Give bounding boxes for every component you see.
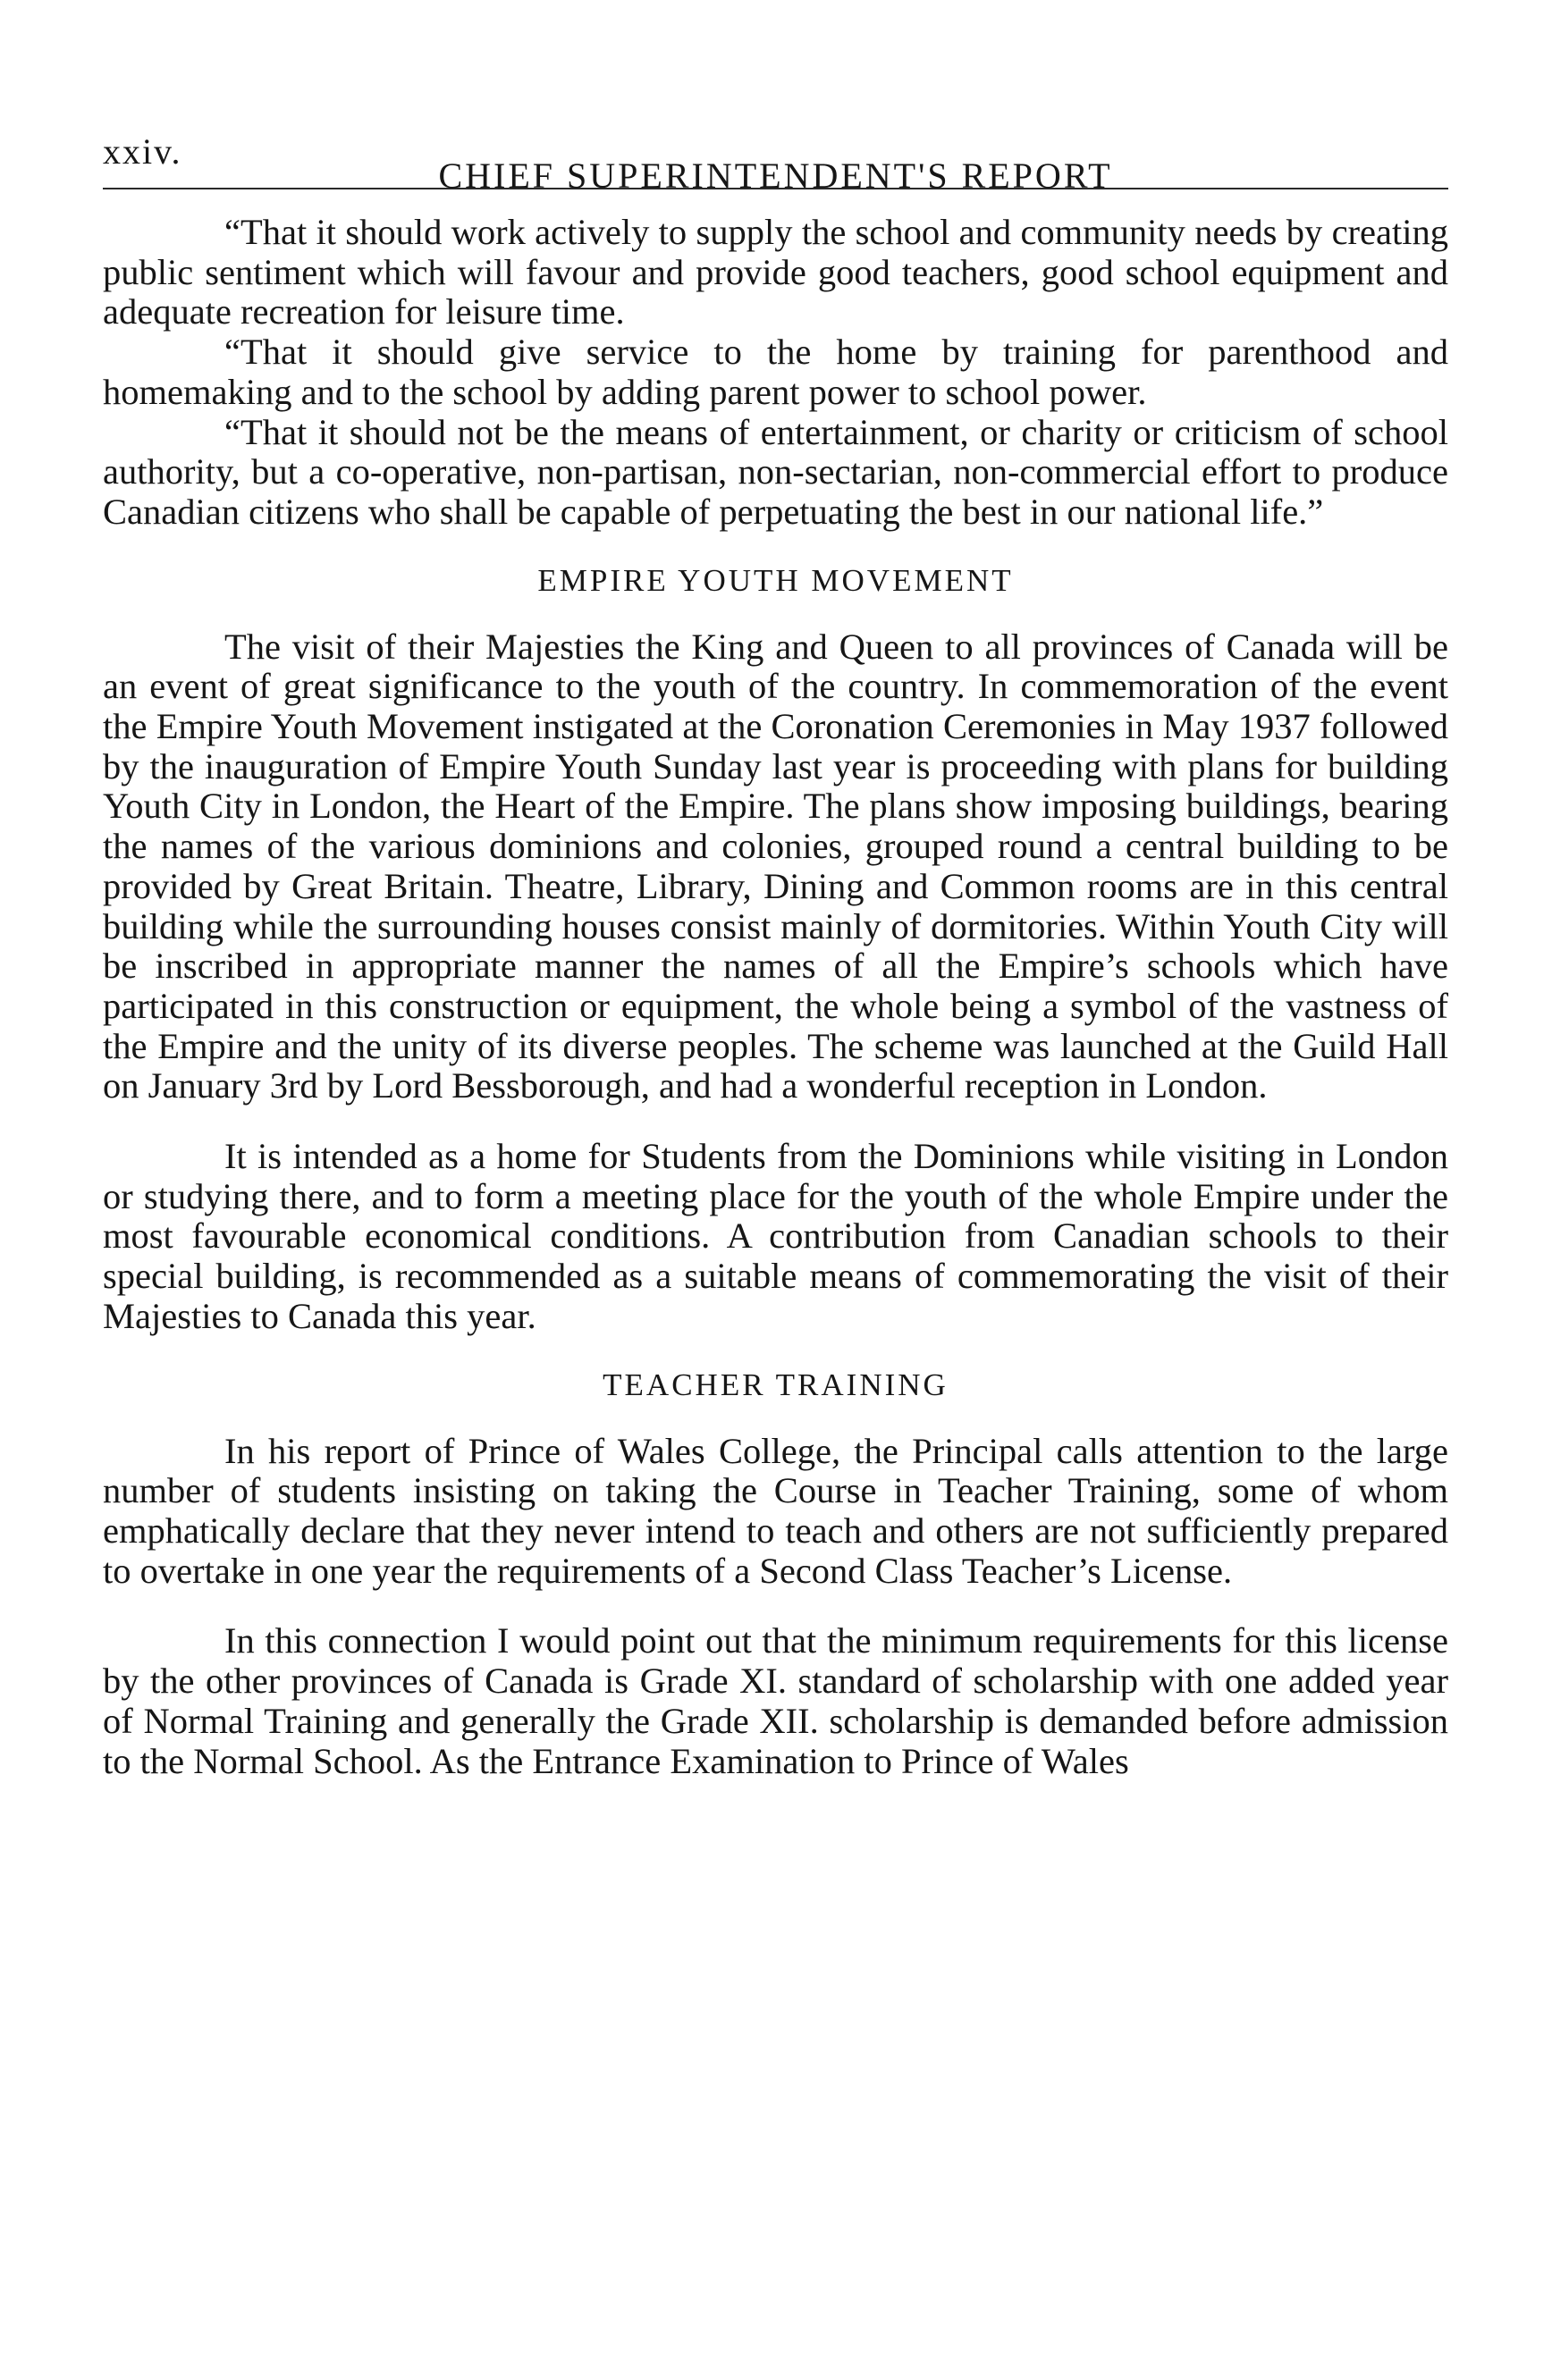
document-page (103, 125, 1448, 2324)
body-paragraph: In this connection I would point out that the minimum requirements for this license by the other provinces of Canada is Grade XI. standard of scholarship with one added year of Normal Training and generally the Grade XII. scholarship is demanded before admission to the Normal School. As the Entrance Examination to Prince of Wales (103, 1620, 1448, 1781)
quoted-resolutions (103, 213, 1448, 533)
section-empire-youth-movement (103, 559, 1448, 1337)
section-heading: EMPIRE YOUTH MOVEMENT (537, 562, 1014, 598)
page-header (103, 125, 1448, 196)
section-teacher-training (103, 1364, 1448, 1782)
quote-paragraph: “That it should work actively to supply the school and community needs by creating public sentiment which will favour and provide good teachers, good school equipment and adequate recreation for leisure time. (103, 212, 1448, 332)
running-title: CHIEF SUPERINTENDENT'S REPORT (438, 155, 1113, 196)
body-paragraph: It is intended as a home for Students from the Dominions while visiting in London or studying there, and to form a meeting place for the youth of the whole Empire under the most favourable economical conditions. A contribution from Canadian schools to their special building, is recommended as a suitable means of commemorating the visit of their Majesties to Canada this year. (103, 1136, 1448, 1336)
quote-paragraph: “That it should give service to the home by training for parenthood and homemaking and to the school by adding parent power to school power. (103, 332, 1448, 412)
section-heading: TEACHER TRAINING (603, 1367, 949, 1402)
page-number: xxiv. (103, 131, 182, 172)
quote-paragraph: “That it should not be the means of entertainment, or charity or criticism of school authority, but a co-operative, non-partisan, non-sectarian, non-commercial effort to produce Canadian citizens who shall be capable of perpetuating the best in our national life.” (103, 411, 1448, 532)
body-paragraph: In his report of Prince of Wales College, the Principal calls attention to the large number of students insisting on taking the Course in Teacher Training, some of whom emphatically declare that they never intend to teach and others are not sufficiently prepared to overtake in one year the requirements of a Second Class Teacher’s License. (103, 1430, 1448, 1591)
body-paragraph: The visit of their Majesties the King and Queen to all provinces of Canada will be an event of great significance to the youth of the country. In commemoration of the event the Empire Youth Movement instigated at the Coronation Ceremonies in May 1937 followed by the inauguration of Empire Youth Sunday last year is proceeding with plans for building Youth City in London, the Heart of the Empire. The plans show imposing buildings, bearing the names of the various dominions and colonies, grouped round a central building to be provided by Great Britain. Theatre, Library, Dining and Common rooms are in this central building while the surrounding houses consist mainly of dormitories. Within Youth City will be inscribed in appropriate manner the names of all the Empire’s schools which have participated in this construction or equipment, the whole being a symbol of the vastness of the Empire and the unity of its diverse peoples. The scheme was launched at the Guild Hall on January 3rd by Lord Bessborough, and had a wonderful reception in London. (103, 626, 1448, 1106)
